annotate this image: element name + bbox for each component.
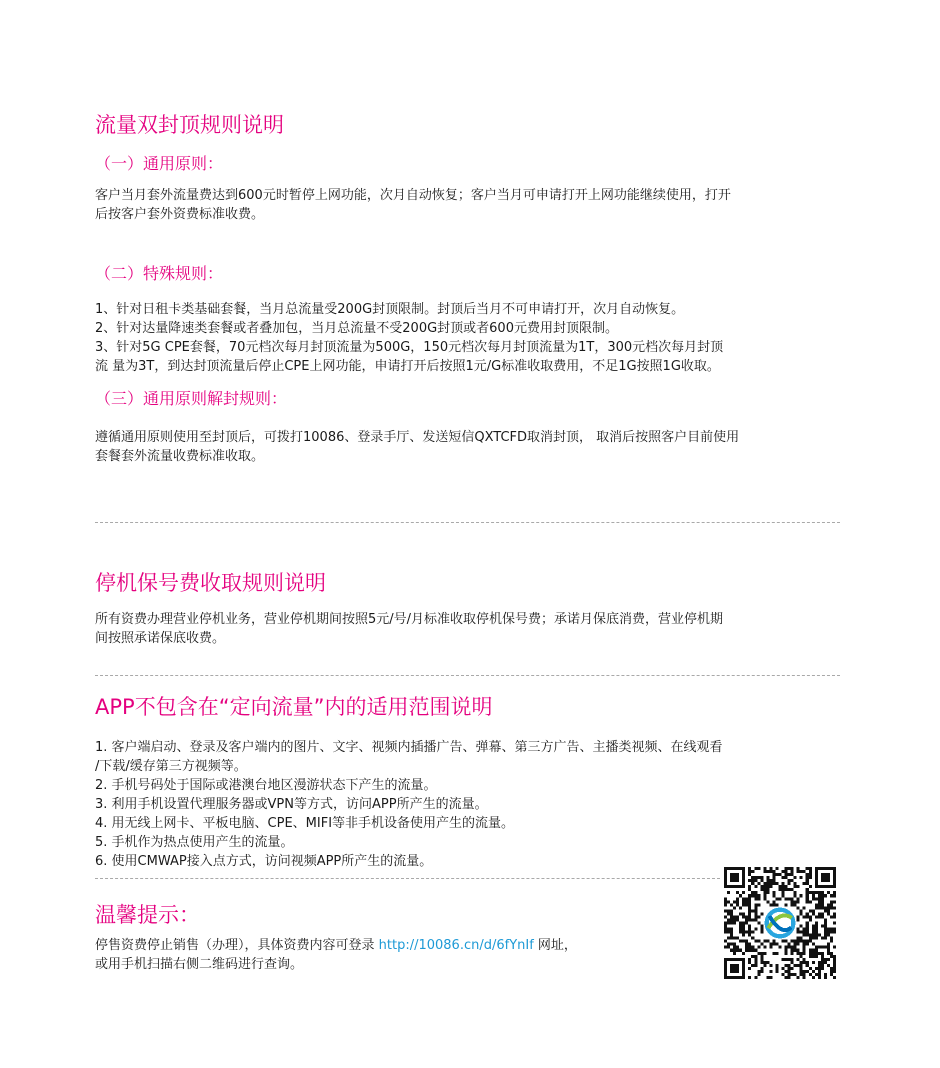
section1-sub3-heading: （三）通用原则解封规则： bbox=[95, 389, 288, 408]
tariff-link[interactable]: http://10086.cn/d/6fYnIf bbox=[378, 938, 534, 953]
section2-title: 停机保号费收取规则说明 bbox=[95, 571, 326, 595]
dashed-divider bbox=[95, 522, 840, 523]
text-line: 流 量为3T，到达封顶流量后停止CPE上网功能，申请打开后按照1元/G标准收取费用，不足1G按照1G收取。 bbox=[95, 359, 720, 374]
section2-text bbox=[95, 610, 847, 648]
text-line: 套餐套外流量收费标准收取。 bbox=[95, 449, 265, 464]
text-line: 3. 利用手机设置代理服务器或VPN等方式，访问APP所产生的流量。 bbox=[95, 797, 488, 812]
text-line: 1. 客户端启动、登录及客户端内的图片、文字、视频内插播广告、弹幕、第三方广告、主播类视频、在线观看 bbox=[95, 740, 723, 755]
dashed-divider bbox=[95, 878, 720, 879]
section3-title: APP不包含在“定向流量”内的适用范围说明 bbox=[95, 695, 493, 719]
text-line: 所有资费办理营业停机业务，营业停机期间按照5元/号/月标准收取停机保号费；承诺月保底消费，营业停机期 bbox=[95, 612, 724, 627]
text-line: /下载/缓存第三方视频等。 bbox=[95, 759, 247, 774]
text-line: 2. 手机号码处于国际或港澳台地区漫游状态下产生的流量。 bbox=[95, 778, 437, 793]
text-line: 遵循通用原则使用至封顶后，可拨打10086、登录手厅、发送短信QXTCFD取消封顶， 取消后按照客户目前使用 bbox=[95, 430, 740, 445]
text-line: 4. 用无线上网卡、平板电脑、CPE、MIFI等非手机设备使用产生的流量。 bbox=[95, 816, 515, 831]
section1-sub1-heading: （一）通用原则： bbox=[95, 154, 224, 173]
tips-line-1-after: 网址， bbox=[533, 938, 577, 953]
qr-code bbox=[724, 867, 836, 979]
section3-text bbox=[95, 738, 847, 871]
section1-title: 流量双封顶规则说明 bbox=[95, 113, 284, 137]
section1-sub3-text bbox=[95, 428, 847, 466]
text-line: 后按客户套外资费标准收费。 bbox=[95, 207, 265, 222]
section1-sub1-text bbox=[95, 186, 847, 224]
text-line: 2、针对达量降速类套餐或者叠加包，当月总流量不受200G封顶或者600元费用封顶限制。 bbox=[95, 321, 618, 336]
tips-line-2: 或用手机扫描右侧二维码进行查询。 bbox=[95, 957, 304, 972]
tips-line-1 bbox=[95, 936, 715, 955]
tips-title: 温馨提示： bbox=[95, 903, 200, 927]
section1-sub2-text bbox=[95, 300, 847, 376]
text-line: 1、针对日租卡类基础套餐，当月总流量受200G封顶限制。封顶后当月不可申请打开，次月自动恢复。 bbox=[95, 302, 685, 317]
tips-text bbox=[95, 936, 715, 974]
text-line: 5. 手机作为热点使用产生的流量。 bbox=[95, 835, 294, 850]
text-line: 客户当月套外流量费达到600元时暂停上网功能，次月自动恢复；客户当月可申请打开上网功能继续使用，打开 bbox=[95, 188, 731, 203]
tips-line-1-before: 停售资费停止销售（办理），具体资费内容可登录 bbox=[95, 938, 379, 953]
china-mobile-logo-icon bbox=[765, 908, 795, 938]
text-line: 3、针对5G CPE套餐，70元档次每月封顶流量为500G，150元档次每月封顶流量为1T，300元档次每月封顶 bbox=[95, 340, 724, 355]
text-line: 间按照承诺保底收费。 bbox=[95, 631, 226, 646]
dashed-divider bbox=[95, 675, 840, 676]
section1-sub2-heading: （二）特殊规则： bbox=[95, 264, 224, 283]
text-line: 6. 使用CMWAP接入点方式，访问视频APP所产生的流量。 bbox=[95, 854, 433, 869]
